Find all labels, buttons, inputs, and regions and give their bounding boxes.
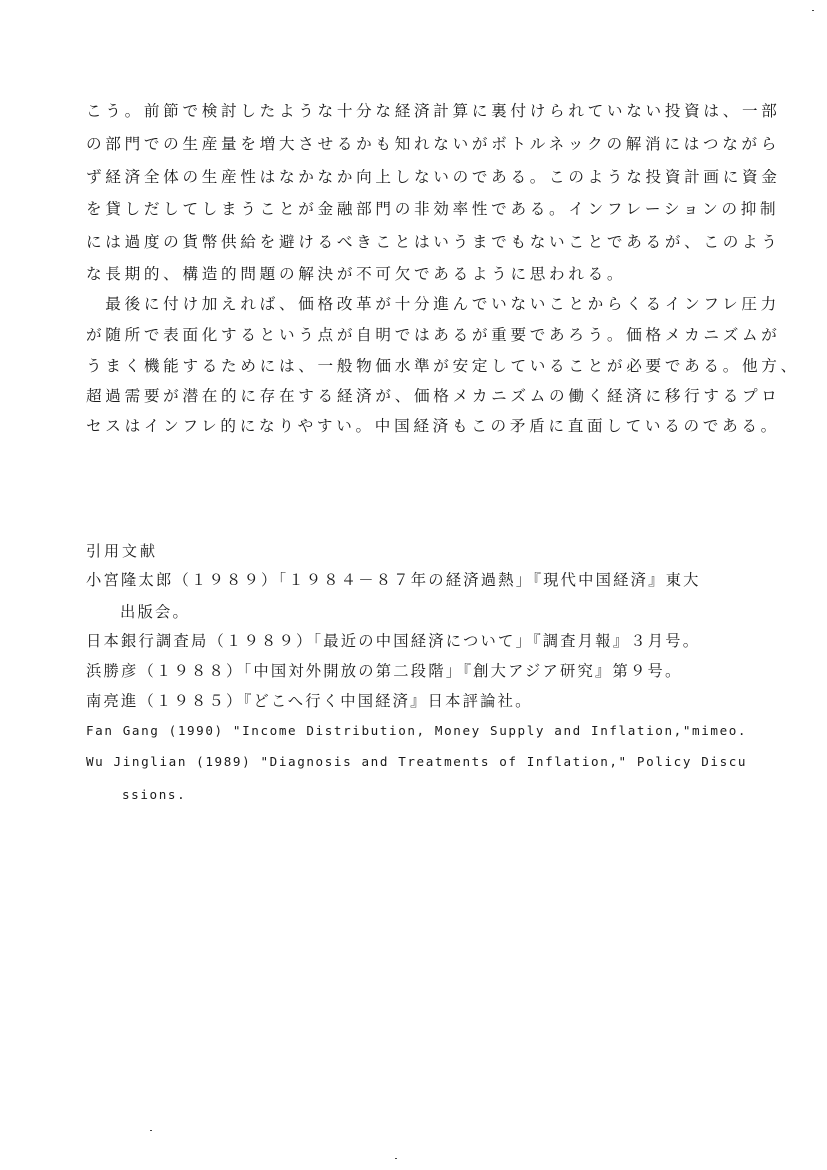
reference-entry-continuation: 出版会。 [120, 603, 190, 621]
scan-speck [812, 10, 814, 11]
reference-entry: Fan Gang (1990) "Income Distribution, Money Supply and Inflation,"mimeo. [86, 723, 748, 738]
body-line: を貸しだしてしまうことが金融部門の非効率性である。インフレーションの抑制 [86, 200, 780, 218]
body-line: な長期的、構造的問題の解決が不可欠であるように思われる。 [86, 265, 627, 283]
body-line: ず経済全体の生産性はなかなか向上しないのである。このような投資計画に資金 [86, 168, 781, 186]
reference-entry: 日本銀行調査局（１９８９）「最近の中国経済について」『調査月報』３月号。 [86, 632, 701, 650]
scan-speck [395, 1158, 397, 1159]
body-line: こう。前節で検討したような十分な経済計算に裏付けられていない投資は、一部 [86, 102, 781, 120]
reference-entry: 小宮隆太郎（１９８９）「１９８４－８７年の経済過熱」『現代中国経済』東大 [86, 571, 701, 589]
body-line: 超過需要が潜在的に存在する経済が、価格メカニズムの働く経済に移行するプロ [86, 387, 781, 405]
reference-entry: 南亮進（１９８５）『どこへ行く中国経済』日本評論社。 [86, 692, 533, 710]
references-heading: 引用文献 [86, 542, 159, 560]
reference-entry: 浜勝彦（１９８８）「中国対外開放の第二段階」『創大アジア研究』第９号。 [86, 662, 683, 680]
reference-entry-continuation: ssions. [122, 787, 187, 802]
body-line: 最後に付け加えれば、価格改革が十分進んでいないことからくるインフレ圧力 [86, 295, 780, 313]
body-line: には過度の貨幣供給を避けるべきことはいうまでもないことであるが、このよう [86, 233, 781, 251]
scan-speck [150, 1130, 152, 1131]
body-line: の部門での生産量を増大させるかも知れないがボトルネックの解消にはつながら [86, 135, 781, 153]
body-line: セスはインフレ的になりやすい。中国経済もこの矛盾に直面しているのである。 [86, 417, 780, 435]
reference-entry: Wu Jinglian (1989) "Diagnosis and Treatments of Inflation," Policy Discu [86, 754, 748, 769]
body-line: うまく機能するためには、一般物価水準が安定していることが必要である。他方、 [86, 357, 800, 375]
body-line: が随所で表面化するという点が自明ではあるが重要であろう。価格メカニズムが [86, 326, 781, 344]
